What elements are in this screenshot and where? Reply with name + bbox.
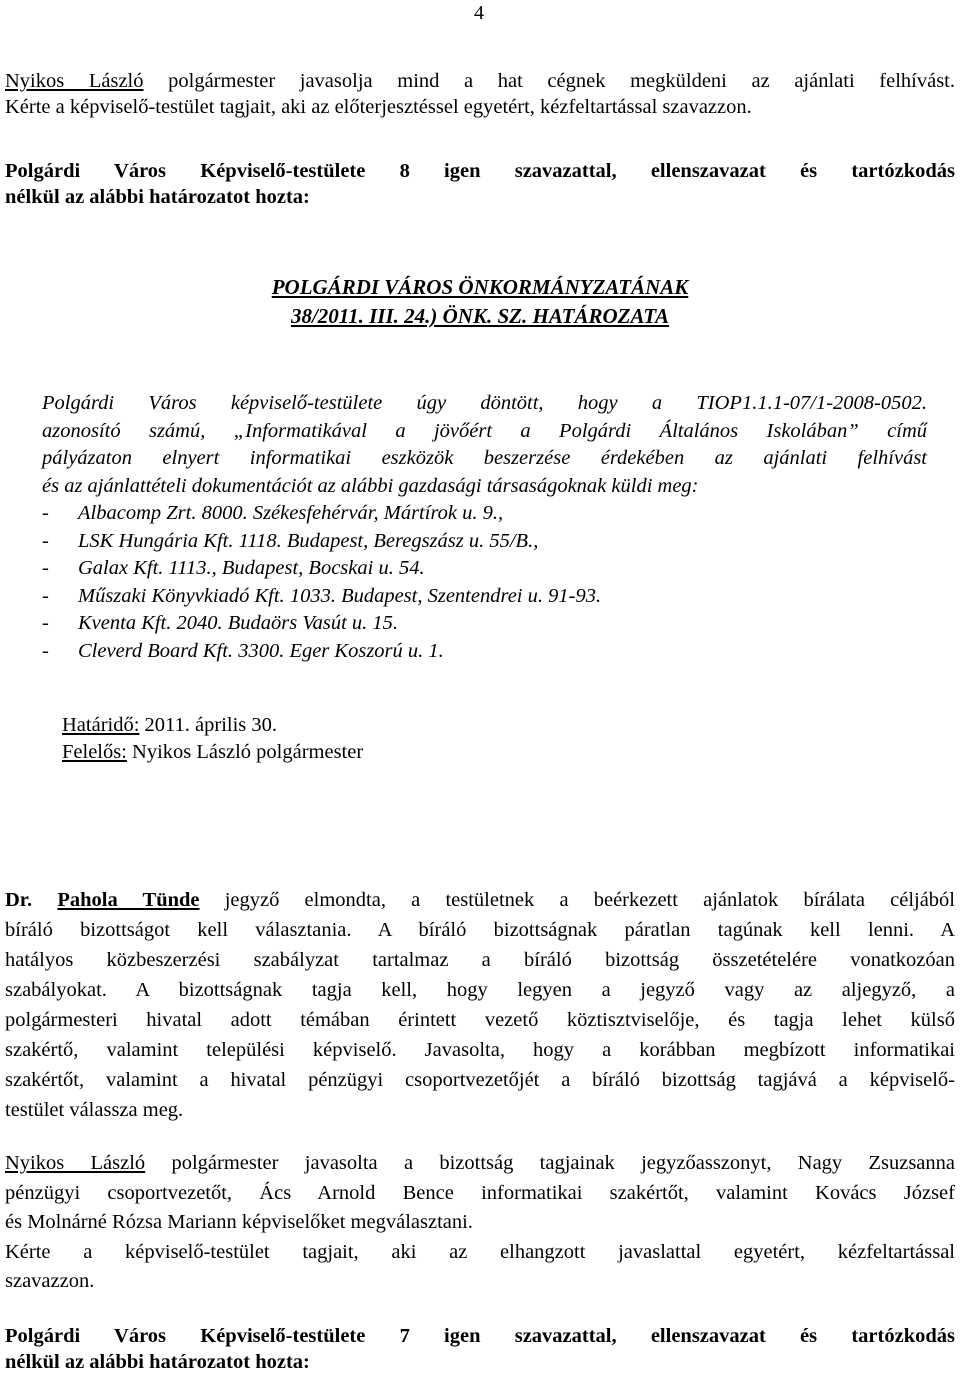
deadline-label: Határidő: [62,714,140,736]
paragraph-line: testület válassza meg. [5,1099,184,1121]
company-address: 1118. Budapest, Beregszász u. 55/B., [233,529,539,552]
company-list-item [42,528,927,556]
resolution-line: pályázaton elnyert informatikai eszközök beszerzése érdekében az ajánlati felhívást [42,447,927,469]
deadline-value: 2011. április 30. [139,714,278,736]
list-dash: - [42,529,49,552]
paragraph-line [5,885,955,915]
paragraph-line: pénzügyi csoportvezetőt, Ács Arnold Bence informatikai szakértőt, valamint Kovács József [5,1181,955,1204]
deadline-block [62,712,363,766]
paragraph-line: bíráló bizottságot kell választania. A bíráló bizottságnak páratlan tagúnak kell lenni. A [5,919,955,941]
resolution-line: azonosító számú, „Informatikával a jövőért a Polgárdi Általános Iskolában” című [42,419,927,442]
speaker-title: Dr. [5,889,33,911]
list-dash: - [42,584,49,607]
company-address: 2040. Budaörs Vasút u. 15. [171,612,399,634]
company-name: LSK Hungária Kft. [78,529,234,552]
company-address: 1113., Budapest, Bocskai u. 54. [163,557,425,579]
paragraph-line: Kérte a képviselő-testület tagjait, aki az elhangzott javaslattal egyetért, kézfeltartással [5,1240,955,1263]
vote-line: nélkül az alábbi határozatot hozta: [5,186,310,208]
paragraph-line: szabályokat. A bizottságnak tagja kell, hogy legyen a jegyző vagy az aljegyző, a [5,979,955,1001]
vote-line: Polgárdi Város Képviselő-testülete 8 igen szavazattal, ellenszavazat és tartózkodás [5,160,955,182]
paragraph-line: szakértő, valamint települési képviselő. Javasolta, hogy a korábban megbízott informatikai [5,1039,955,1061]
company-address: 3300. Eger Koszorú u. 1. [233,639,444,662]
paragraph-line: hatályos közbeszerzési szabályzat tartalmaz a bíráló bizottság összetételére vonatkozóan [5,949,955,971]
list-dash: - [42,639,49,662]
resolution-line: és az ajánlattételi dokumentációt az alábbi gazdasági társaságoknak küldi meg: [42,474,699,497]
speaker-name: Nyikos László [5,70,144,92]
paragraph-text: polgármester javasolja mind a hat cégnek megküldeni az ajánlati felhívást. [143,70,955,92]
company-list-item [42,610,927,638]
responsible-label: Felelős: [62,741,127,763]
speaker-name: Pahola Tünde [57,889,200,911]
paragraph-text: polgármester javasolta a bizottság tagjainak jegyzőasszonyt, Nagy Zsuzsanna [145,1152,955,1174]
paragraph-line: szakértőt, valamint a hivatal pénzügyi csoportvezetőjét a bíráló bizottság tagjává a képviselő- [5,1069,955,1091]
resolution-title-line: 38/2011. III. 24.) ÖNK. SZ. HATÁROZATA [290,304,670,328]
list-dash: - [42,502,49,524]
speaker-name: Nyikos László [5,1152,146,1174]
paragraph-line: és Molnárné Rózsa Mariann képviselőket megválasztani. [5,1211,473,1233]
resolution-body [42,390,927,665]
company-list-item [42,638,927,666]
paragraph-line [5,1149,955,1179]
paragraph-line: Kérte a képviselő-testület tagjait, aki az előterjesztéssel egyetért, kézfeltartással szavazzon. [5,96,752,118]
company-address: 8000. Székesfehérvár, Mártírok u. 9., [196,502,504,524]
resolution-line: Polgárdi Város képviselő-testülete úgy döntött, hogy a TIOP1.1.1-07/1-2008-0502. [42,392,927,414]
vote-line: nélkül az alábbi határozatot hozta: [5,1351,310,1373]
paragraph-notary [5,885,955,1125]
company-list-item [42,500,927,528]
responsible [62,739,363,766]
company-address: 1033. Budapest, Szentendrei u. 91-93. [284,584,602,607]
list-dash: - [42,557,49,579]
paragraph-mayor-proposal [5,68,955,120]
page-number: 4 [474,2,484,24]
deadline [62,712,363,739]
paragraph-text: jegyző elmondta, a testületnek a beérkezett ajánlatok bírálata céljából [199,889,956,911]
company-name: Műszaki Könyvkiadó Kft. [78,584,285,607]
vote-statement-2 [5,1323,955,1375]
list-dash: - [42,612,49,634]
resolution-title-line: POLGÁRDI VÁROS ÖNKORMÁNYZATÁNAK [271,275,689,299]
paragraph-mayor-committee [5,1149,955,1297]
paragraph-line: szavazzon. [5,1270,95,1292]
company-name: Cleverd Board Kft. [78,639,234,662]
vote-statement-1 [5,158,955,210]
paragraph-line [5,68,955,94]
responsible-value: Nyikos László polgármester [126,741,364,763]
paragraph-line: polgármesteri hivatal adott témában érintett vezető köztisztviselője, és tagja lehet külső [5,1009,955,1031]
company-name: Galax Kft. [78,557,164,579]
resolution-title [0,273,960,331]
company-list-item [42,555,927,583]
company-list-item [42,583,927,611]
vote-line: Polgárdi Város Képviselő-testülete 7 igen szavazattal, ellenszavazat és tartózkodás [5,1325,955,1347]
company-name: Albacomp Zrt. [78,502,197,524]
company-name: Kventa Kft. [78,612,172,634]
